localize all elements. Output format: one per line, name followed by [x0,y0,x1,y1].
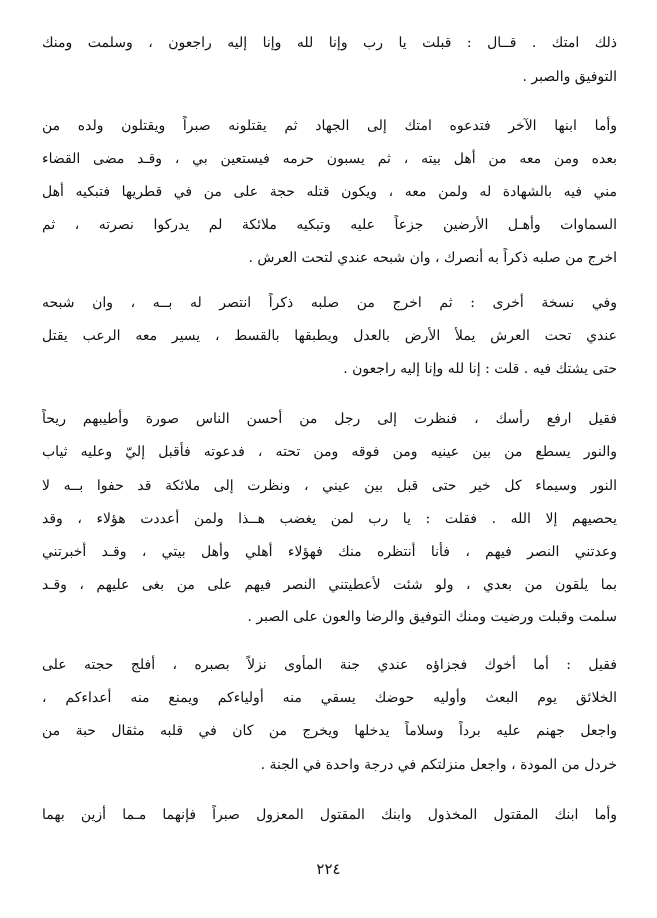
text-line: مني فيه بالشهادة له ولمن معه ، ويكون قتله حجة على من في قطريها فتبكيه أهل [42,184,617,200]
text-line: حتى يشتك فيه . قلت : إنا لله وإنا إليه راجعون . [343,361,617,377]
text-line: النور وسيماء كل خير حتى قبل بين عيني ، ونظرت إلى ملائكة قد حفوا بــه لا [42,478,617,494]
text-line: خردل من المودة ، واجعل منزلتكم في درجة واحدة في الجنة . [260,757,617,773]
text-line: والنور يسطع من بين عينيه ومن فوقه ومن تحته ، فدعوته فأقبل إليّ وعليه ثياب [42,444,617,460]
page-number: ٢٢٤ [316,860,341,878]
text-line: وأما ابنها الآخر فتدعوه امتك إلى الجهاد ثم يقتلونه صبراً ويقتلون ولده من [42,118,617,134]
text-line: السماوات وأهـل الأرضين جزعاً عليه وتبكيه ملائكة لم يدركوا نصرته ، ثم [42,217,617,233]
text-line: وفي نسخة أخرى : ثم اخرج من صلبه ذكراً انتصر له بــه ، وان شبحه [42,295,617,311]
text-line: عندي تحت العرش يملأ الأرض بالعدل ويطبقها بالقسط ، يسير معه الرعب يقتل [42,328,617,344]
text-line: الخلائق يوم البعث وأوليه حوضك يسقي منه أولياءكم ويمنع منه أعداءكم ، [42,690,617,706]
text-line: بما يلقون من بعدي ، ولو شئت لأعطيتني النصر فيهم على من بغى عليهم ، وقـد [42,577,617,593]
text-line: يحصيهم إلا الله . فقلت : يا رب لمن يغضب هــذا ولمن أعددت هؤلاء ، وقد [42,511,617,527]
text-line: فقيل ارفع رأسك ، فنظرت إلى رجل من أحسن الناس صورة وأطيبهم ريحاً [42,411,617,427]
text-line: اخرج من صلبه ذكراً به أنصرك ، وان شبحه عندي لتحت العرش . [248,250,617,266]
text-line: واجعل جهنم عليه برداً وسلاماً يدخلها ويخرج من كان في قلبه مثقال حبة من [42,723,617,739]
text-line: التوفيق والصبر . [522,69,617,85]
text-line: فقيل : أما أخوك فجزاؤه عندي جنة المأوى نزلاً بصبره ، أفلج حجته على [42,657,617,673]
text-line: ذلك امتك . قــال : قبلت يا رب وإنا لله وإنا إليه راجعون ، وسلمت ومنك [42,35,617,51]
text-line: وعدتني النصر فيهم ، فأنا أنتظره منك فهؤلاء أهلي وأهل بيتي ، وقـد أخبرتني [42,544,617,560]
text-line: وأما ابنك المقتول المخذول وابنك المقتول المعزول صبراً فإنهما مـما أزين بهما [42,807,617,823]
text-line: بعده ومن معه من أهل بيته ، ثم يسبون حرمه فيستعين بي ، وقـد مضى القضاء [42,151,617,167]
text-line: سلمت وقبلت ورضيت ومنك التوفيق والرضا والعون على الصبر . [247,609,617,625]
